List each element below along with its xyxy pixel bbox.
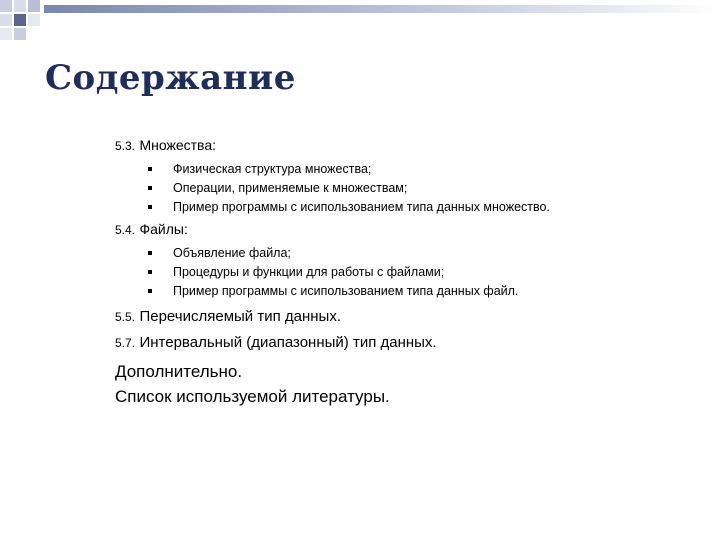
subsection-list <box>115 160 705 217</box>
contents-list <box>115 136 705 409</box>
header-decoration <box>0 0 720 40</box>
list-item: Физическая структура множества; <box>115 160 705 179</box>
section-number: 5.5. <box>115 310 136 324</box>
list-item: Процедуры и функции для работы с файлами; <box>115 263 705 282</box>
section-number: 5.3. <box>115 139 136 153</box>
section-label: Перечисляемый тип данных. <box>139 308 341 325</box>
section-5-3 <box>115 136 705 156</box>
subsection-list <box>115 244 705 301</box>
bullet-icon <box>148 270 152 274</box>
extra-item-additional: Дополнительно. <box>115 362 243 381</box>
section-number: 5.7. <box>115 336 136 350</box>
section-label: Файлы: <box>139 221 188 237</box>
section-label: Множества: <box>139 137 217 153</box>
list-item: Операции, применяемые к множествам; <box>115 179 705 198</box>
list-item: Пример программы с исипользованием типа данных множество. <box>115 198 705 217</box>
bullet-icon <box>148 186 152 190</box>
section-5-7 <box>115 333 705 353</box>
section-label: Интервальный (диапазонный) тип данных. <box>139 334 437 351</box>
list-item: Объявление файла; <box>115 244 705 263</box>
list-item: Пример программы с исипользованием типа данных файл. <box>115 282 705 301</box>
section-5-5 <box>115 307 705 327</box>
bullet-icon <box>148 167 152 171</box>
bullet-icon <box>148 251 152 255</box>
section-number: 5.4. <box>115 223 136 237</box>
section-5-4 <box>115 220 705 240</box>
bullet-icon <box>148 289 152 293</box>
bullet-icon <box>148 205 152 209</box>
page-title: Содержание <box>45 58 296 98</box>
extra-item-references: Список используемой литературы. <box>115 387 390 406</box>
